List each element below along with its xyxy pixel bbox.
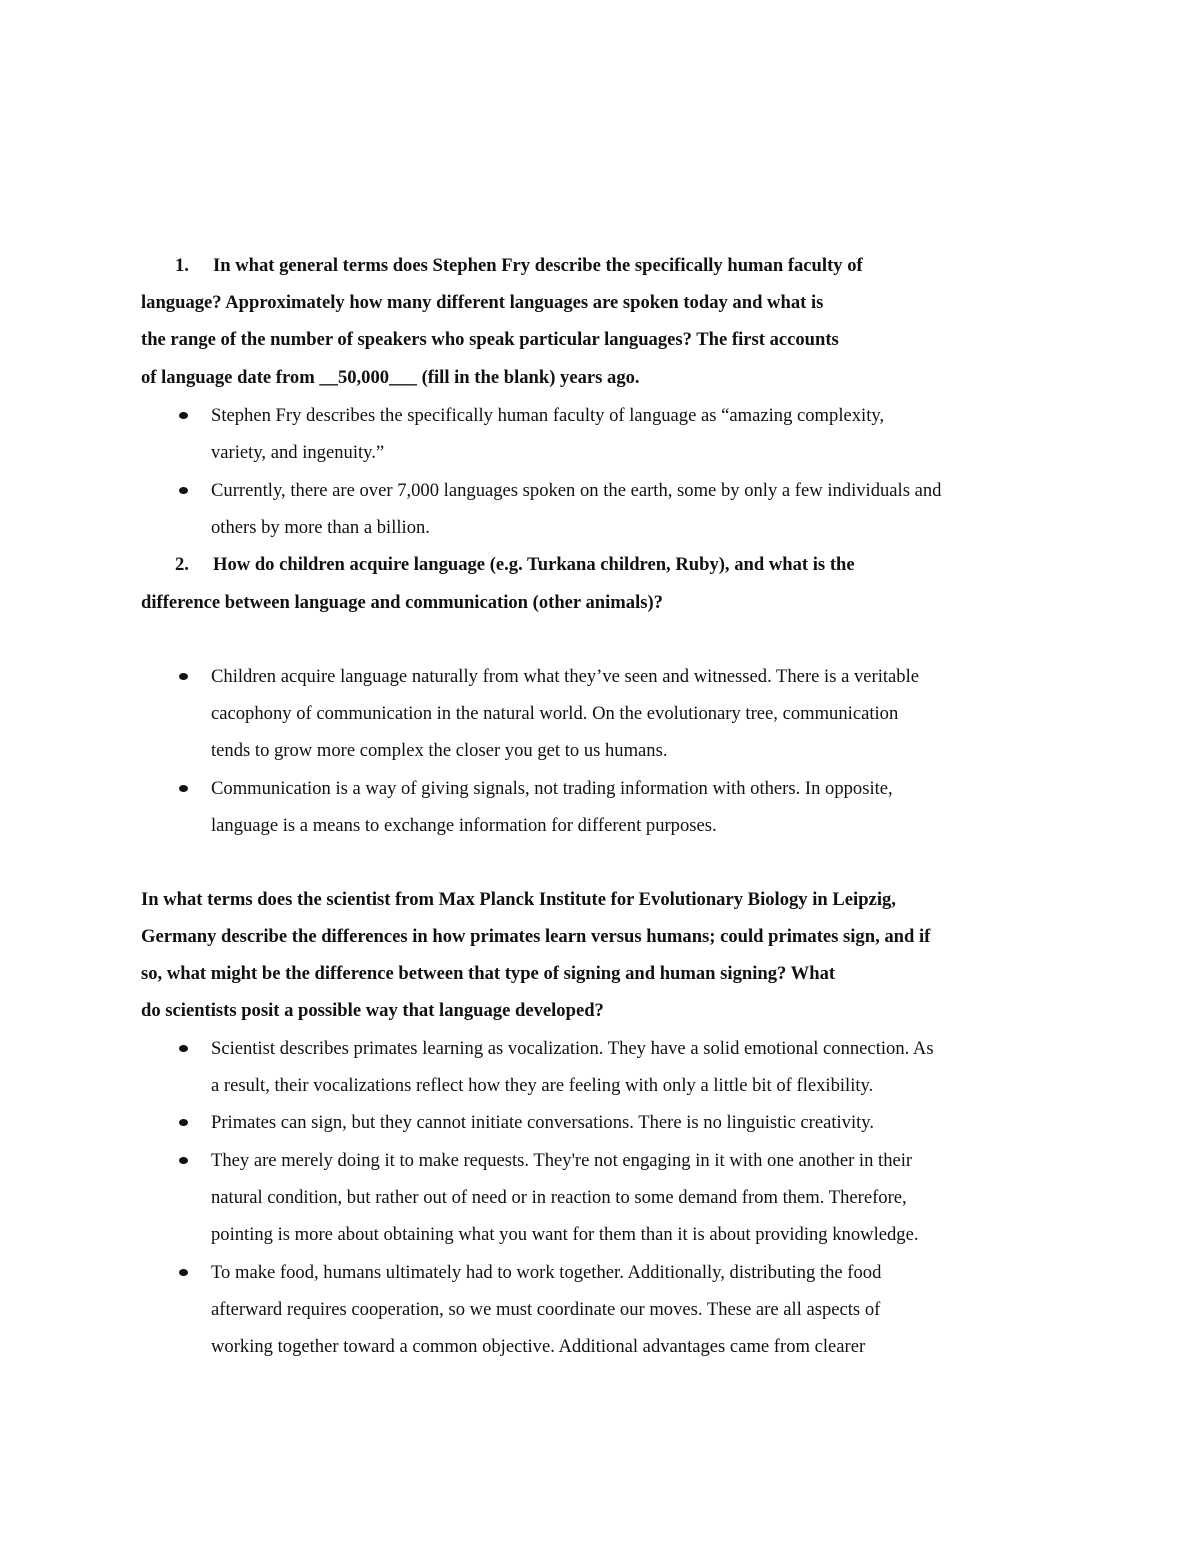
q1-line-3: the range of the number of speakers who speak particular languages? The first accounts [141,329,839,350]
q1-number: 1. [175,255,189,276]
q1-answer-1-line-2: variety, and ingenuity.” [211,442,385,463]
q3-answer-4-line-2: afterward requires cooperation, so we must coordinate our moves. These are all aspects of [211,1299,881,1320]
q3-answer-4-line-3: working together toward a common objective. Additional advantages came from clearer [211,1336,866,1357]
bullet-icon [179,487,188,494]
q3-line-2: Germany describe the differences in how primates learn versus humans; could primates sign, and if [141,926,931,947]
q1-answer-2-line-2: others by more than a billion. [211,517,430,538]
q2-answer-1-line-2: cacophony of communication in the natural world. On the evolutionary tree, communication [211,703,899,724]
q2-number: 2. [175,554,189,575]
q2-line-2: difference between language and communication (other animals)? [141,592,663,613]
q3-answer-3-line-2: natural condition, but rather out of need or in reaction to some demand from them. Therefore, [211,1187,907,1208]
q2-answer-2-line-1: Communication is a way of giving signals, not trading information with others. In opposite, [211,778,893,799]
bullet-icon [179,412,188,419]
q3-line-1: In what terms does the scientist from Max Planck Institute for Evolutionary Biology in Leipzig, [141,889,896,910]
q1-answer-1-line-1: Stephen Fry describes the specifically human faculty of language as “amazing complexity, [211,405,885,426]
q2-answer-1-line-3: tends to grow more complex the closer you get to us humans. [211,740,668,761]
q3-answer-3-line-1: They are merely doing it to make requests. They're not engaging in it with one another in their [211,1150,913,1171]
q2-answer-1-line-1: Children acquire language naturally from what they’ve seen and witnessed. There is a veritable [211,666,920,687]
q3-answer-3-line-3: pointing is more about obtaining what you want for them than it is about providing knowledge. [211,1224,919,1245]
q1-answer-2-line-1: Currently, there are over 7,000 languages spoken on the earth, some by only a few individuals and [211,480,942,501]
bullet-icon [179,1157,188,1164]
q1-line-1: In what general terms does Stephen Fry describe the specifically human faculty of [213,255,863,276]
bullet-icon [179,1045,188,1052]
bullet-icon [179,1269,188,1276]
q3-answer-4-line-1: To make food, humans ultimately had to work together. Additionally, distributing the food [211,1262,882,1283]
q3-line-3: so, what might be the difference between that type of signing and human signing? What [141,963,836,984]
q3-answer-2-line-1: Primates can sign, but they cannot initiate conversations. There is no linguistic creativity. [211,1112,875,1133]
bullet-icon [179,673,188,680]
bullet-icon [179,785,188,792]
q2-line-1: How do children acquire language (e.g. Turkana children, Ruby), and what is the [213,554,855,575]
q1-line-2: language? Approximately how many different languages are spoken today and what is [141,292,824,313]
q2-answer-2-line-2: language is a means to exchange information for different purposes. [211,815,717,836]
bullet-icon [179,1119,188,1126]
q1-line-4: of language date from __50,000___ (fill in the blank) years ago. [141,367,640,388]
q3-answer-1-line-2: a result, their vocalizations reflect how they are feeling with only a little bit of flexibility. [211,1075,874,1096]
q3-line-4: do scientists posit a possible way that language developed? [141,1000,604,1021]
q3-answer-1-line-1: Scientist describes primates learning as vocalization. They have a solid emotional connection. As [211,1038,934,1059]
